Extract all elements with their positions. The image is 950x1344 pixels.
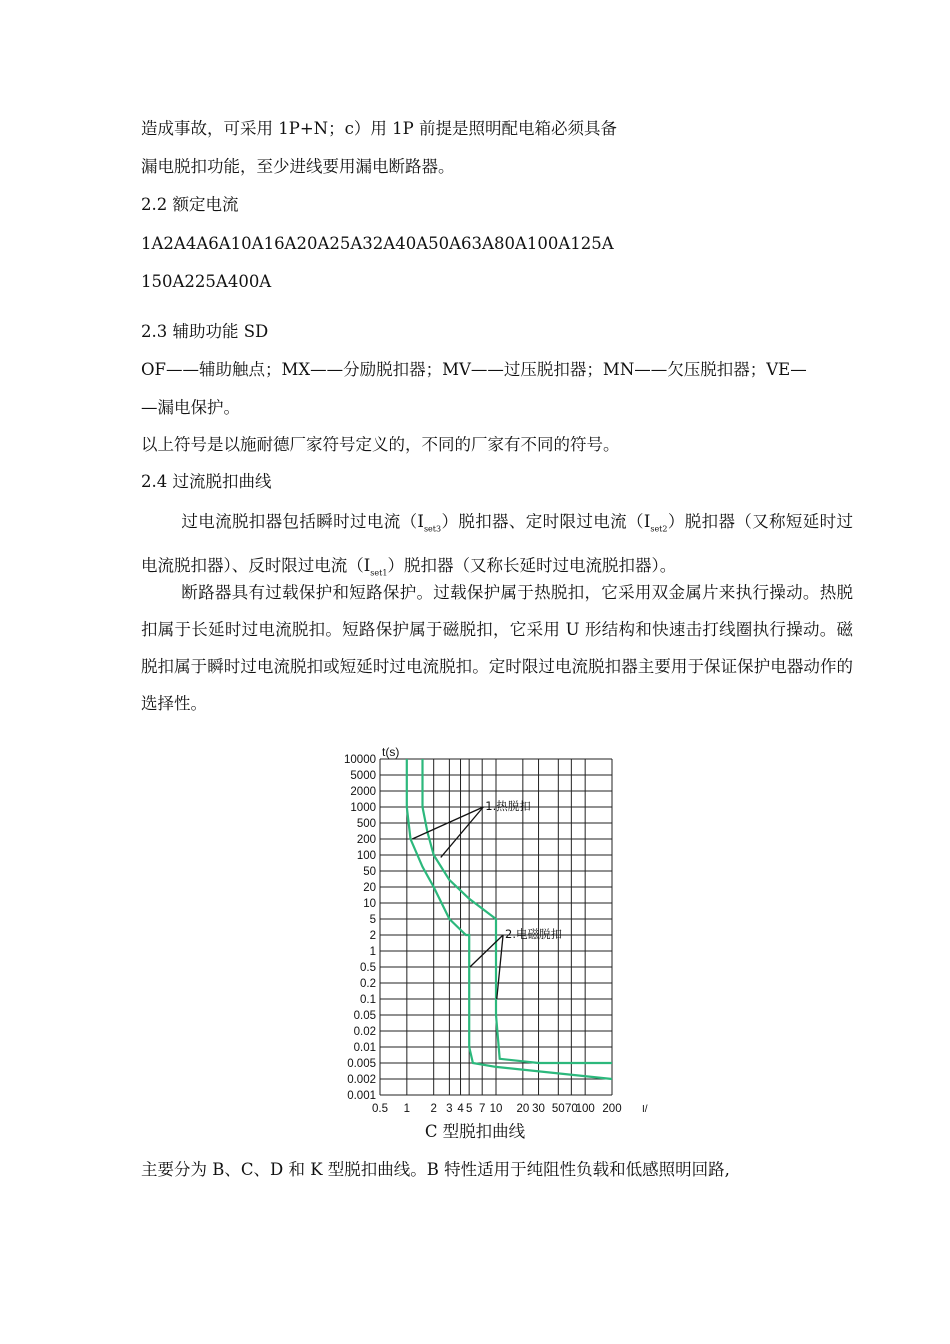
y-tick-label: 0.5 — [360, 962, 376, 974]
y-tick-label: 10 — [363, 898, 376, 910]
text-line: 主要分为 B、C、D 和 K 型脱扣曲线。B 特性适用于纯阻性负载和低感照明回路, — [141, 1160, 730, 1179]
y-tick-label: 20 — [363, 882, 376, 894]
x-tick-label: 30 — [532, 1103, 545, 1115]
x-tick-label: 1 — [403, 1103, 411, 1115]
trip-curve-chart — [320, 742, 660, 1117]
paragraph: 断路器具有过载保护和短路保护。过载保护属于热脱扣，它采用双金属片来执行操动。热脱扣属于长延时过电流脱扣。短路保护属于磁脱扣，它采用 U 形结构和快速击打线圈执行操动。磁脱扣属于瞬时过电流脱扣或短延时过电流脱扣。定时限过电流脱扣器主要用于保证保护电器动作的选择性。 — [141, 583, 853, 713]
text-line: 造成事故，可采用 1P+N；c）用 1P 前提是照明配电箱必须具备 — [141, 119, 617, 138]
y-tick-label: 100 — [356, 850, 376, 862]
y-tick-label: 5 — [369, 914, 376, 926]
y-tick-label: 0.001 — [347, 1090, 376, 1102]
x-tick-label: 20 — [516, 1103, 530, 1115]
section-heading: 2.3 辅助功能 SD — [141, 322, 269, 341]
y-tick-label: 5000 — [350, 770, 376, 782]
text-line: OF——辅助触点；MX——分励脱扣器；MV——过压脱扣器；MN——欠压脱扣器；VE— — [141, 360, 807, 379]
x-tick-label: 50 — [551, 1103, 565, 1115]
x-tick-label: 2 — [430, 1103, 437, 1115]
y-tick-label: 0.05 — [353, 1010, 376, 1022]
y-tick-label: 10000 — [344, 754, 376, 766]
y-tick-label: 0.01 — [353, 1042, 376, 1054]
section-heading: 2.2 额定电流 — [141, 195, 239, 214]
y-tick-label: 0.02 — [353, 1026, 376, 1038]
text-line: 以上符号是以施耐德厂家符号定义的，不同的厂家有不同的符号。 — [141, 435, 620, 454]
annotation-leader — [441, 807, 484, 857]
annotation-magnetic-label: 2.电磁脱扣 — [505, 927, 563, 941]
x-tick-label: 10 — [489, 1103, 503, 1115]
y-tick-label: 2 — [369, 930, 376, 942]
y-tick-label: 500 — [356, 818, 376, 830]
ratings-line: 150A225A400A — [141, 272, 272, 291]
y-tick-label: 1 — [369, 946, 376, 958]
x-tick-label: 100 — [575, 1103, 595, 1115]
y-tick-label: 2000 — [350, 786, 376, 798]
x-tick-label: 200 — [602, 1103, 622, 1115]
paragraph: 过电流脱扣器包括瞬时过电流$(I_{set3})$脱扣器、定时限过电流$(I_{set2})$脱扣器（又称短延时过电流脱扣器）、反时限过电流$(I_{set1})$脱扣器（又称长延时过电流脱扣器）。 — [141, 512, 853, 578]
x-tick-label: 5 — [465, 1103, 473, 1115]
y-tick-label: 0.2 — [360, 978, 376, 990]
x-tick-label: 0.5 — [372, 1103, 388, 1115]
figure-caption: C 型脱扣曲线 — [424, 1122, 526, 1141]
x-axis-label: I/ — [642, 1104, 648, 1115]
x-tick-label: 70 — [564, 1103, 578, 1115]
x-tick-label: 4 — [457, 1103, 464, 1115]
text-line: 漏电脱扣功能，至少进线要用漏电断路器。 — [141, 157, 455, 176]
y-tick-label: 200 — [356, 834, 376, 846]
text-line: —漏电保护。 — [141, 398, 240, 417]
ratings-line: 1A2A4A6A10A16A20A25A32A40A50A63A80A100A125A — [141, 234, 614, 253]
y-tick-label: 50 — [363, 866, 376, 878]
y-tick-label: 0.1 — [360, 994, 376, 1006]
x-tick-label: 7 — [478, 1103, 486, 1115]
y-tick-label: 0.005 — [347, 1058, 376, 1070]
y-tick-label: 1000 — [350, 802, 376, 814]
x-tick-label: 3 — [446, 1103, 453, 1115]
y-axis-label: t(s) — [382, 745, 400, 759]
section-heading: 2.4 过流脱扣曲线 — [141, 472, 272, 491]
y-tick-label: 0.002 — [347, 1074, 376, 1086]
annotation-thermal-label: 1.热脱扣 — [485, 799, 531, 813]
